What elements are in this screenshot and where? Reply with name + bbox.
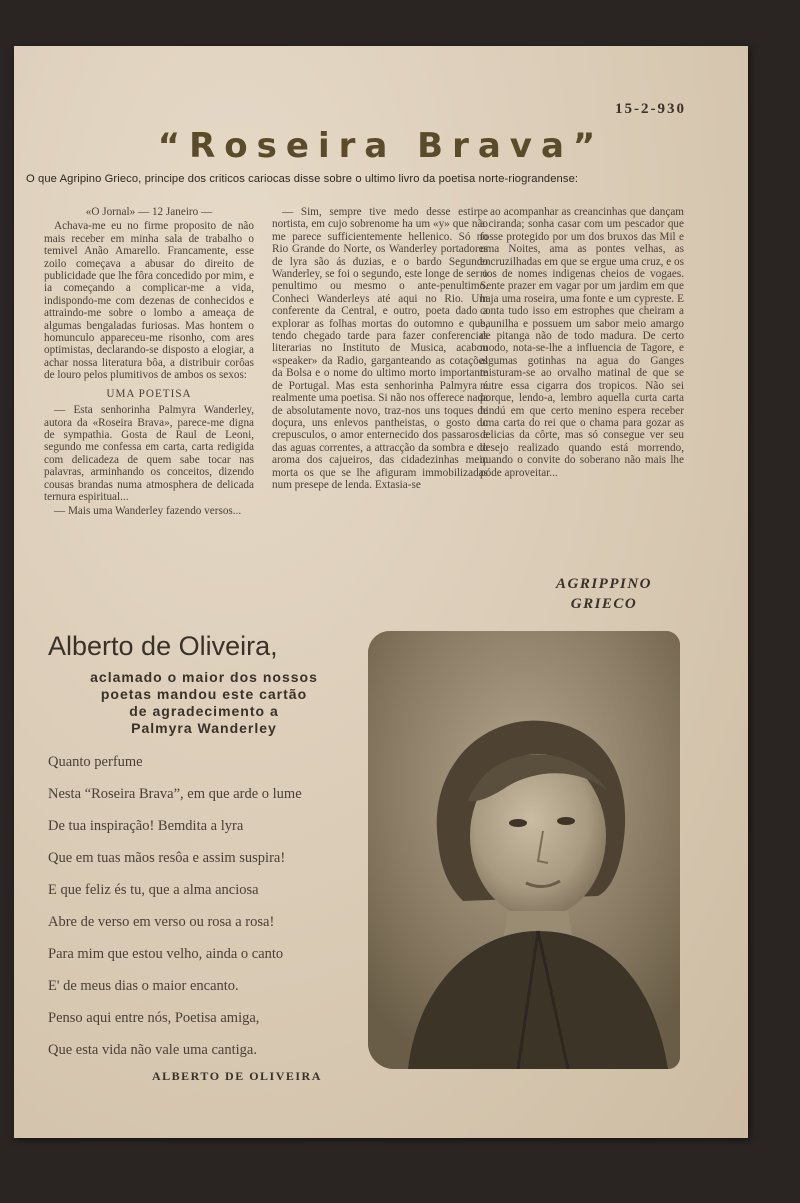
- poem-line: De tua inspiração! Bemdita a lyra: [48, 818, 244, 834]
- tribute-desc-line: poetas mandou este cartão: [100, 686, 308, 702]
- tribute-desc-line: aclamado o maior dos nossos: [90, 669, 318, 685]
- signature-first-name: AGRIPPINO: [555, 576, 652, 592]
- poem-line: Que em tuas mãos resôa e assim suspira!: [48, 850, 286, 866]
- article-column-3: [480, 206, 684, 481]
- tribute-description: [44, 669, 364, 737]
- tribute-desc-line: de agradecimento a: [129, 703, 279, 719]
- poem-line: Para mim que estou velho, ainda o canto: [48, 946, 284, 962]
- tribute-desc-line: Palmyra Wanderley: [131, 720, 277, 736]
- poem-line: E que feliz és tu, que a alma anciosa: [48, 882, 259, 898]
- article-title: “Roseira Brava”: [157, 126, 605, 166]
- article-subtitle: O que Agripino Grieco, principe dos criticos cariocas disse sobre o ultimo livro da poetisa norte-riograndense:: [26, 173, 579, 185]
- paragraph: — Mais uma Wanderley fazendo versos...: [54, 505, 242, 518]
- paragraph: — Sim, sempre tive medo desse estirpe nortista, em cujo sobrenome ha um «y» que não me parece sufficientemente hellenico. Só no Rio Grande do Norte, os Wanderley portadores de lyra são ás duzias, e o bardo Segundo Wanderley, se foi o segundo, este longe de ser o penultimo ou mesmo o ante-penultimo. Conheci Wanderleys até aqui no Rio. Um conferente da Central, e outro, poeta dado a explorar as folhas mortas do outomno e que, tendo chegado tarde para fazer conferencias literarias no Instituto de Musica, acabou «speaker» da Radio, garganteando as cotações da Bolsa e o nome do ultimo morto importante de Portugal. Mas esta senhorinha Palmyra é realmente uma poetisa. Si não nos offerece nada de absolutamente novo, traz-nos uns toques de doçura, uns enlevos pantheistas, o gosto do crepusculos, o amor enternecido dos passaros e das aguas correntes, a attracção da sombra e do aroma dos cajueiros, das cidadezinhas meio morta os que se lhe afiguram immobilizadas num presepe de lenda. Extasia-se: [272, 206, 488, 491]
- poem-line: E' de meus dias o maior encanto.: [48, 978, 239, 994]
- dateline: «O Jornal» — 12 Janeiro —: [85, 206, 213, 218]
- poem-line: Penso aqui entre nós, Poetisa amiga,: [48, 1010, 260, 1026]
- article-column-2: [272, 206, 488, 493]
- poem-author: ALBERTO DE OLIVEIRA: [152, 1069, 322, 1083]
- portrait-illustration: [368, 631, 680, 1069]
- tribute-poet-name: Alberto de Oliveira,: [48, 631, 278, 661]
- signature-last-name: GRIECO: [570, 596, 638, 612]
- article-column-1: [44, 206, 254, 520]
- paragraph: — Esta senhorinha Palmyra Wanderley, autora da «Roseira Brava», parece-me digna de sympathia. Gosta de Raul de Leoni, segundo me confessa em carta, carta redigida com delicadeza de quem sabe tocar nas palavras, arminhando os conceitos, dizendo cousas brandas numa atmosphera de delicada ternura espiritual...: [44, 404, 254, 503]
- tribute-poem: [48, 746, 378, 1066]
- portrait-photo: [368, 631, 680, 1069]
- paragraph: ao acompanhar as creancinhas que dançam a ciranda; sonha casar com um pescador que fosse protegido por um dos bruxos das Mil e uma Noites, ama as pontes velhas, as encruzilhadas em que se ergue uma cruz, e os rios de nomes indigenas cheios de vogaes. Sente prazer em vagar por um jardim em que haja uma roseira, uma fonte e um cypreste. E conta tudo isso em estrophes que cheiram a baunilha e possuem um sabor meio amargo de pitanga não de todo madura. De certo modo, nota-se-lhe a influencia de Tagore, e algumas gotinhas na agua do Ganges misturam-se ao orvalho matinal de que se nutre essa cigarra dos tropicos. Não sei porque, lendo-a, lembro aquella curta carta hindú em que certo menino espera receber uma carta do rei que o chama para gozar as delicias da côrte, mas só consegue ver seu desejo realizado quando está morrendo, quando o convite do soberano não mais lhe póde aproveitar...: [480, 206, 684, 479]
- poem-line: Que esta vida não vale uma cantiga.: [48, 1042, 257, 1058]
- poem-line: Quanto perfume: [48, 754, 143, 770]
- poem-line: Nesta “Roseira Brava”, em que arde o lume: [48, 786, 302, 802]
- article-signature: [514, 574, 694, 614]
- magazine-page: [14, 46, 748, 1138]
- poem-line: Abre de verso em verso ou rosa a rosa!: [48, 914, 275, 930]
- paragraph: Achava-me eu no firme proposito de não mais receber em minha sala de trabalho o temivel Anão Amarello. Francamente, esse zoilo começava a abusar do direito de publicidade que lhe fôra concedido por mim, e ia começando a complicar-me a vida, indispondo-me com dezenas de conhecidos e attraindo-me sobre o lombo a ameaça de algumas bengaladas furiosas. Mas hontem o homunculo appareceu-me risonho, com ares optimistas, declarando-se disposto a elogiar, a achar nossa literatura bôa, a distribuir corôas de louro pelos plumitivos de ambos os sexos:: [44, 220, 254, 382]
- issue-date: 15-2-930: [615, 101, 686, 117]
- section-heading: UMA POETISA: [106, 387, 192, 400]
